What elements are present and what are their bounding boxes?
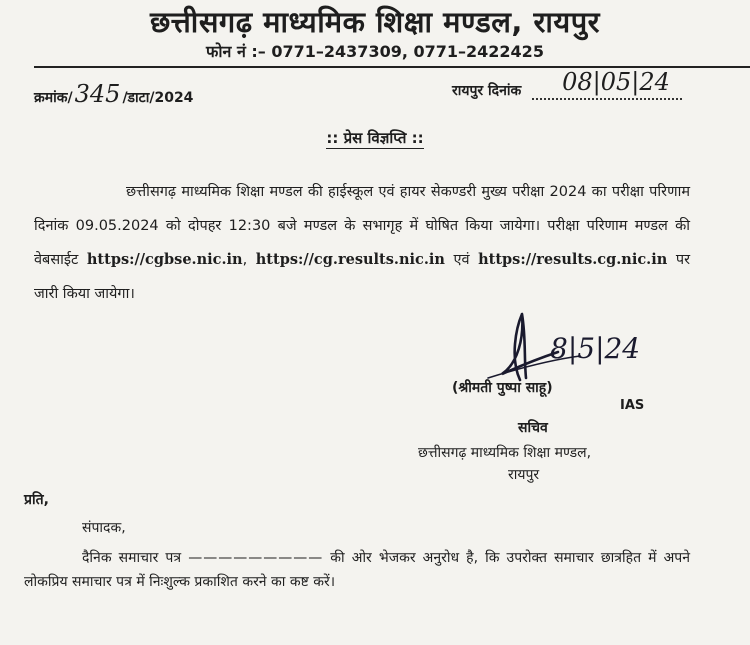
website-link-results-cg: https://results.cg.nic.in bbox=[478, 251, 668, 268]
addressee-to: प्रति, bbox=[24, 492, 49, 508]
signature-date: 8|5|24 bbox=[550, 332, 641, 365]
issue-date bbox=[452, 68, 682, 100]
separator-1: , bbox=[242, 252, 256, 268]
newspaper-blank: ————————— bbox=[188, 550, 324, 566]
date-label: रायपुर दिनांक bbox=[452, 83, 522, 99]
website-link-cg-results: https://cg.results.nic.in bbox=[255, 251, 445, 268]
signatory-name: (श्रीमती पुष्पा साहू) bbox=[452, 380, 553, 396]
separator-2: एवं bbox=[444, 252, 479, 268]
notice-body-part2: पर जारी किया जायेगा। bbox=[34, 252, 690, 302]
signatory-board: छत्तीसगढ़ माध्यमिक शिक्षा मण्डल, bbox=[418, 445, 592, 461]
signatory-service: IAS bbox=[620, 398, 645, 413]
date-handwritten: 08|05|24 bbox=[562, 68, 670, 96]
notice-heading bbox=[0, 128, 750, 148]
website-link-cgbse: https://cgbse.nic.in bbox=[86, 251, 243, 268]
handwritten-signature bbox=[480, 308, 670, 388]
notice-body bbox=[34, 175, 690, 311]
phone-numbers: फोन नं :– 0771–2437309, 0771–2422425 bbox=[206, 42, 544, 61]
request-part2: की ओर भेजकर अनुरोध है, कि उपरोक्त समाचार छात्रहित में अपने लोकप्रिय समाचार पत्र में निःशुल्क प्रकाशित करने का कष्ट करें। bbox=[24, 550, 691, 590]
publication-request bbox=[24, 546, 690, 594]
reference-handwritten-number: 345 bbox=[74, 80, 121, 108]
notice-heading-text: :: प्रेस विज्ञप्ति :: bbox=[326, 129, 424, 147]
request-part1: दैनिक समाचार पत्र bbox=[82, 550, 189, 566]
signatory-city: रायपुर bbox=[508, 467, 540, 483]
signatory-designation: सचिव bbox=[518, 420, 548, 436]
reference-suffix: /डाटा/2024 bbox=[122, 90, 194, 106]
reference-number bbox=[34, 80, 193, 108]
notice-body-part1: छत्तीसगढ़ माध्यमिक शिक्षा मण्डल की हाईस्कूल एवं हायर सेकण्डरी मुख्य परीक्षा 2024 का परीक्षा परिणाम दिनांक 09.05.2024 को दोपहर 12:30 बजे मण्डल के सभागृह में घोषित किया जायेगा। परीक्षा परिणाम मण्डल की वेबसाईट bbox=[34, 184, 690, 268]
date-blank-line bbox=[532, 68, 682, 100]
organization-title: छत्तीसगढ़ माध्यमिक शिक्षा मण्डल, रायपुर bbox=[149, 5, 601, 39]
reference-prefix: क्रमांक/ bbox=[34, 90, 73, 106]
addressee-recipient: संपादक, bbox=[82, 520, 126, 536]
